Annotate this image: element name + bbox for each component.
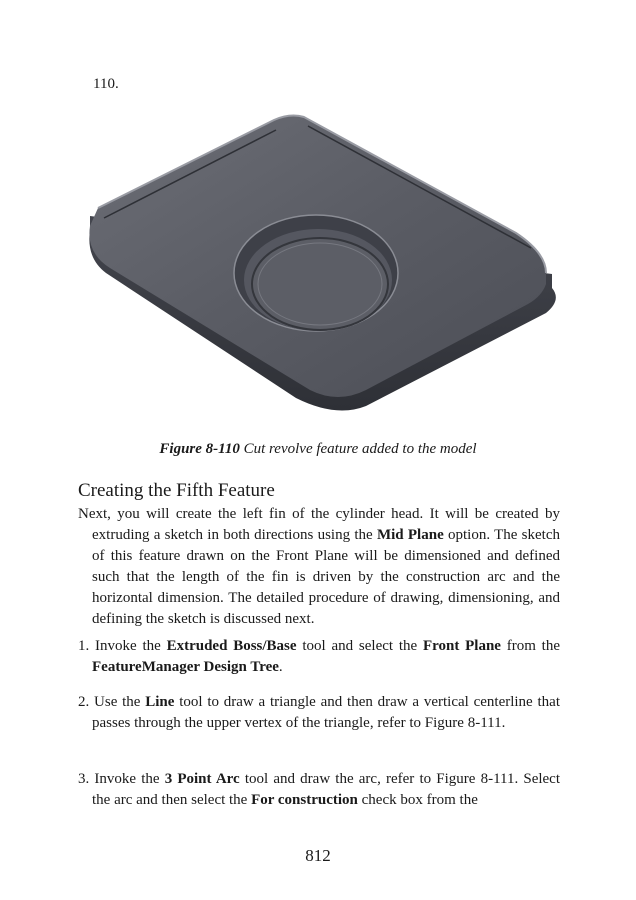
step3-text-2: tool and draw the arc, refer to Figure 8-111. Select the arc and then select the: [92, 771, 561, 808]
section-heading: Creating the Fifth Feature: [78, 480, 275, 501]
figure-caption-text: Cut revolve feature added to the model: [239, 441, 477, 457]
step-2-paragraph: [78, 692, 560, 734]
previous-paragraph-fragment: 110.: [93, 76, 119, 92]
step-3-paragraph: [78, 769, 560, 811]
step3-text-3: check box from the: [357, 792, 478, 808]
figure-caption: [76, 441, 560, 458]
step3-bold-arc: 3 Point Arc: [164, 771, 240, 787]
recess-inner-face: [252, 238, 388, 330]
step2-text-1: 2. Use the: [78, 694, 146, 710]
figure-8-110-image: [76, 108, 560, 426]
step1-bold-plane: Front Plane: [422, 638, 501, 654]
step3-text-1: 3. Invoke the: [78, 771, 165, 787]
step1-bold-tool: Extruded Boss/Base: [166, 638, 297, 654]
step2-bold-line: Line: [145, 694, 175, 710]
step3-bold-construction: For construction: [251, 792, 358, 808]
step-1-paragraph: [78, 636, 560, 678]
intro-text-1: Next, you will create the left fin of the cylinder head. It will be created by extruding a sketch in both directions using the: [78, 506, 560, 543]
cut-revolve-model-render: [76, 108, 560, 426]
page-number: 812: [305, 846, 331, 865]
intro-paragraph: [78, 504, 560, 630]
figure-label: Figure 8-110: [159, 441, 240, 457]
step1-text-3: from the: [500, 638, 561, 654]
step1-text-1: 1. Invoke the: [78, 638, 167, 654]
step2-text-2: tool to draw a triangle and then draw a vertical centerline that passes through the upper vertex of the triangle, refer to Figure 8-111.: [92, 694, 560, 731]
step1-text-4: .: [278, 659, 283, 675]
step1-bold-tree: FeatureManager Design Tree: [92, 659, 279, 675]
step1-text-2: tool and select the: [296, 638, 423, 654]
intro-text-2: option. The sketch of this feature drawn on the Front Plane will be dimensioned and defined such that the length of the fin is driven by the construction arc and the horizontal dimension. The detailed procedure of drawing, dimensioning, and defining the sketch is discussed next.: [92, 527, 561, 627]
intro-bold-mid-plane: Mid Plane: [376, 527, 444, 543]
